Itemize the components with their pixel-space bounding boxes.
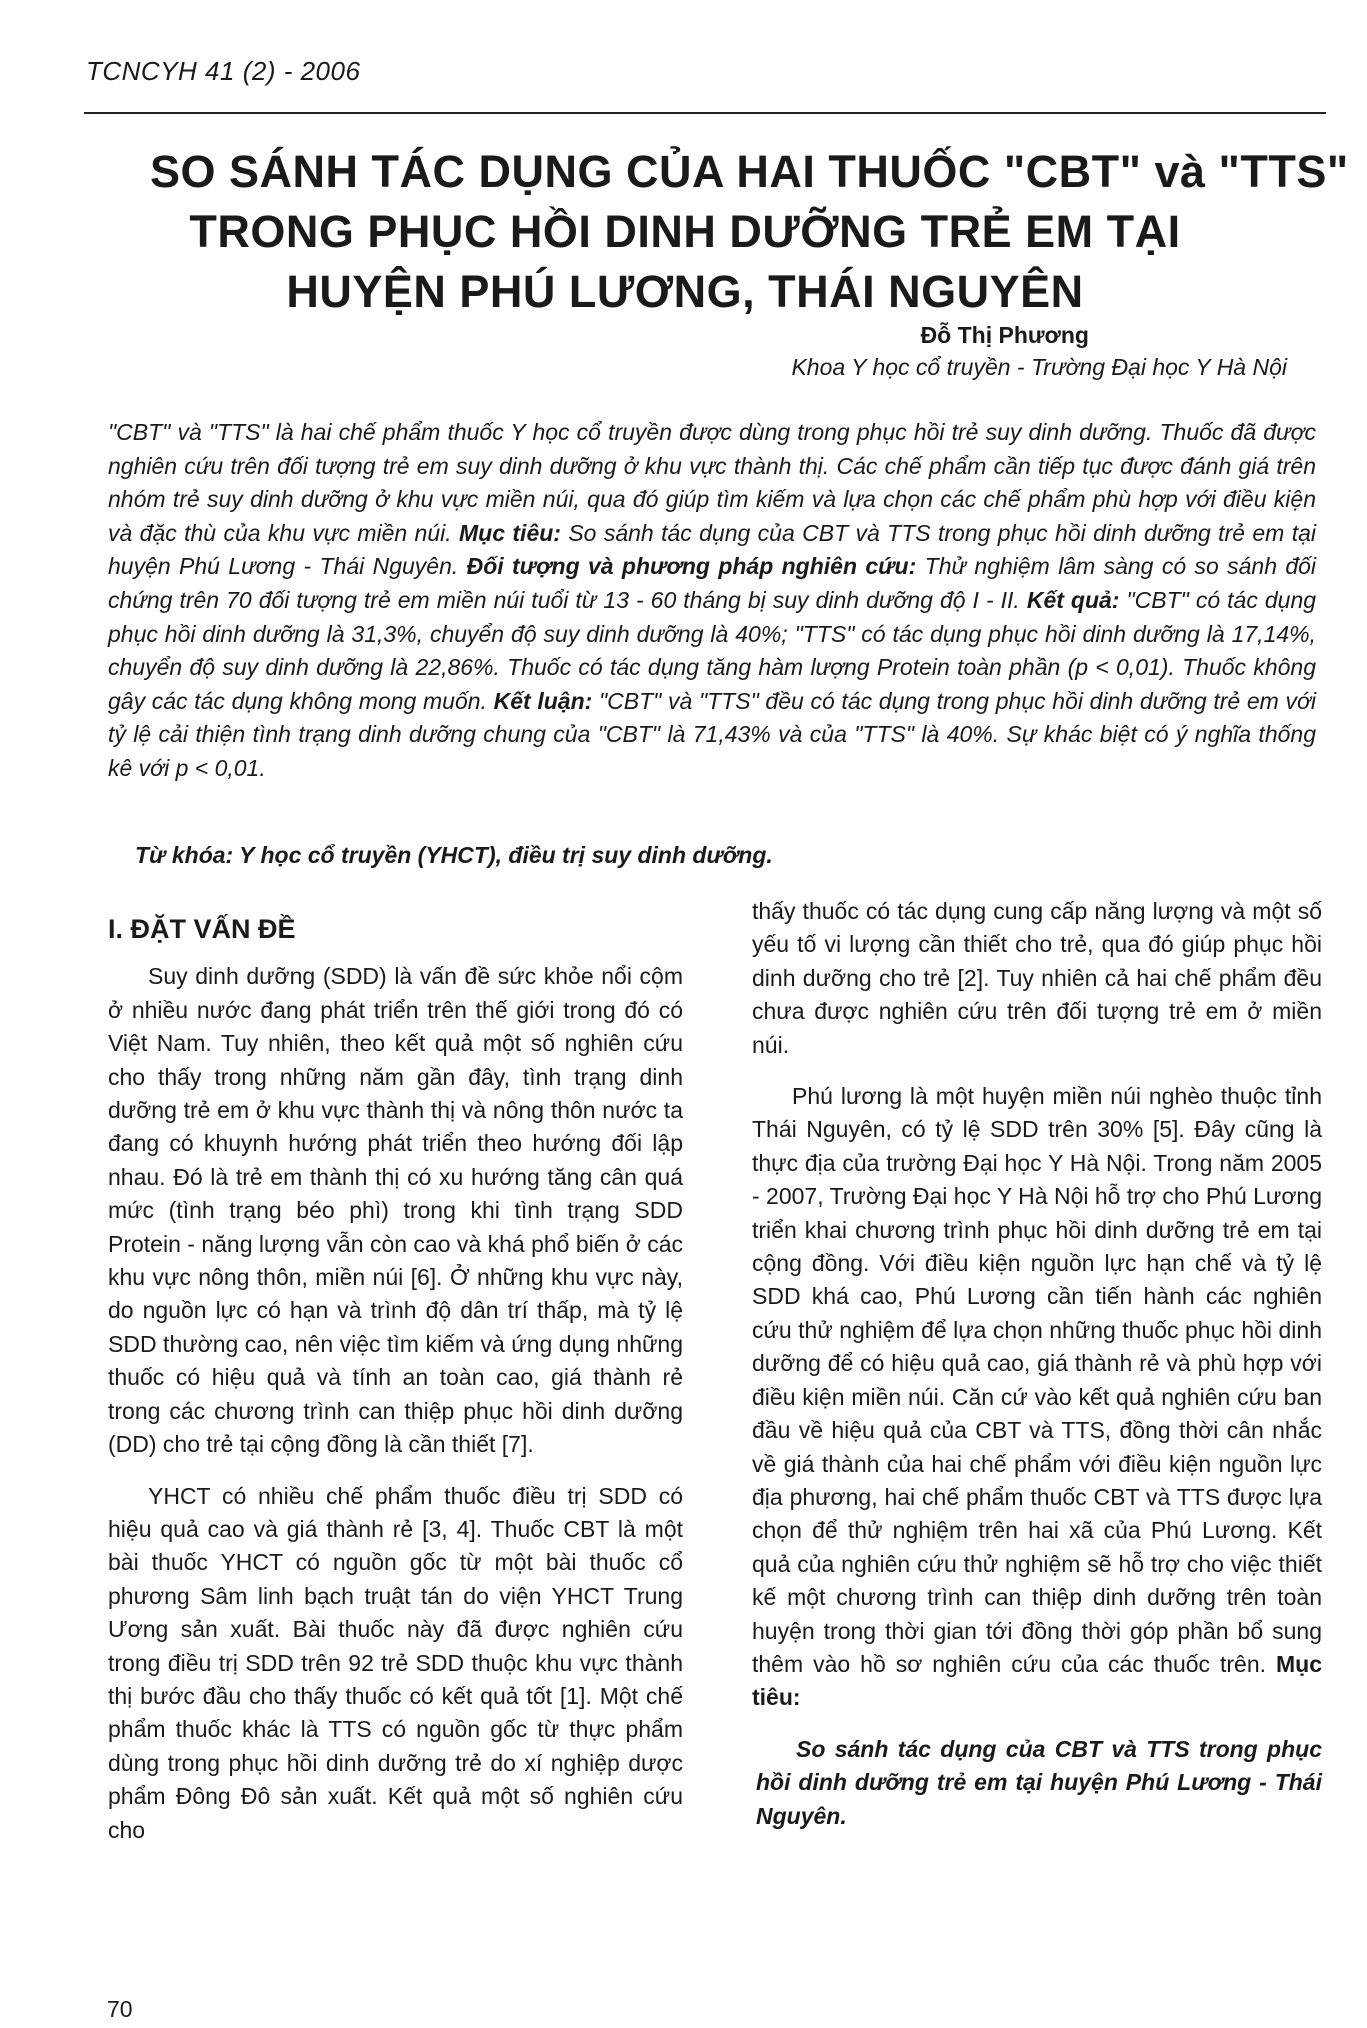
article-title xyxy=(150,142,1349,322)
abstract-methods-label: Đối tượng và phương pháp nghiên cứu: xyxy=(466,553,917,580)
abstract-results-label: Kết quả: xyxy=(1026,586,1120,613)
title-line-1: SO SÁNH TÁC DỤNG CỦA HAI THUỐC "CBT" và "TTS" xyxy=(150,146,1349,197)
abstract-objective: So sánh tác dụng của CBT và TTS trong phục hồi dinh dưỡng trẻ em tại huyện Phú Lương - Thái Nguyên. xyxy=(108,519,1316,580)
body-paragraph: Suy dinh dưỡng (SDD) là vấn đề sức khỏe nổi cộm ở nhiều nước đang phát triển trên thế giới trong đó có Việt Nam. Tuy nhiên, theo kết quả một số nghiên cứu cho thấy trong những năm gần đây, tình trạng dinh dưỡng trẻ em ở khu vực thành thị và nông thôn nước ta đang có khuynh hướng phát triển theo hướng đối lập nhau. Đó là trẻ em thành thị có xu hướng tăng cân quá mức (tình trạng béo phì) trong khi tình trạng SDD Protein - năng lượng vẫn còn cao và khá phổ biến ở các khu vực nông thôn, miền núi [6]. Ở những khu vực này, do nguồn lực có hạn và trình độ dân trí thấp, mà tỷ lệ SDD thường cao, nên việc tìm kiếm và ứng dụng những thuốc có hiệu quả và tính an toàn cao, giá thành rẻ trong các chương trình can thiệp phục hồi dinh dưỡng (DD) cho trẻ tại cộng đồng là cần thiết [7]. xyxy=(108,963,683,1458)
author-name: Đỗ Thị Phương xyxy=(920,322,1089,348)
page-number: 70 xyxy=(107,1996,133,2022)
right-column xyxy=(752,895,1322,1851)
title-line-2: TRONG PHỤC HỒI DINH DƯỠNG TRẺ EM TẠI xyxy=(189,206,1181,257)
abstract xyxy=(108,416,1316,786)
objective-statement: So sánh tác dụng của CBT và TTS trong phục hồi dinh dưỡng trẻ em tại huyện Phú Lương - Thái Nguyên. xyxy=(756,1735,1322,1829)
abstract-results: "CBT" có tác dụng phục hồi dinh dưỡng là 31,3%, chuyển độ suy dinh dưỡng là 40%; "TTS" có tác dụng phục hồi dinh dưỡng là 17,14%, chuyển độ suy dinh dưỡng là 22,86%. Thuốc có tác dụng tăng hàm lượng Protein toàn phần (p < 0,01). Thuốc không gây các tác dụng không mong muốn. xyxy=(108,586,1317,714)
left-column xyxy=(108,895,683,1865)
section-heading: I. ĐẶT VẤN ĐỀ xyxy=(108,914,296,944)
abstract-conclusion-label: Kết luận: xyxy=(493,687,593,714)
abstract-intro: "CBT" và "TTS" là hai chế phẩm thuốc Y học cổ truyền được dùng trong phục hồi trẻ suy dinh dưỡng. Thuốc đã được nghiên cứu trên đối tượng trẻ em suy dinh dưỡng ở khu vực thành thị. Các chế phẩm cần tiếp tục được đánh giá trên nhóm trẻ suy dinh dưỡng ở khu vực miền núi, qua đó giúp tìm kiếm và lựa chọn các chế phẩm phù hợp với điều kiện và đặc thù của khu vực miền núi. xyxy=(108,419,1316,546)
body-paragraph-text: Phú lương là một huyện miền núi nghèo thuộc tỉnh Thái Nguyên, có tỷ lệ SDD trên 30% [5]. Đây cũng là thực địa của trường Đại học Y Hà Nội. Trong năm 2005 - 2007, Trường Đại học Y Hà Nội hỗ trợ cho Phú Lương triển khai chương trình phục hồi dinh dưỡng trẻ em tại cộng đồng. Với điều kiện nguồn lực hạn chế và tỷ lệ SDD khá cao, Phú Lương cần tiến hành các nghiên cứu thử nghiệm để lựa chọn những thuốc phục hồi dinh dưỡng để có hiệu quả cao, giá thành rẻ và phù hợp với điều kiện miền núi. Căn cứ vào kết quả nghiên cứu ban đầu về hiệu quả của CBT và TTS, đồng thời cân nhắc về giá thành của hai chế phẩm với điều kiện nguồn lực địa phương, hai chế phẩm thuốc CBT và TTS được lựa chọn để thử nghiệm trên hai xã của Phú Lương. Kết quả của nghiên cứu thử nghiệm sẽ hỗ trợ cho việc thiết kế một chương trình can thiệp dinh dưỡng trên toàn huyện trong thời gian tới đồng thời góp phần bổ sung thêm vào hồ sơ nghiên cứu của các thuốc trên. xyxy=(752,1083,1322,1677)
abstract-conclusion: "CBT" và "TTS" đều có tác dụng trong phục hồi dinh dưỡng trẻ em với tỷ lệ cải thiện tình trạng dinh dưỡng chung của "CBT" là 71,43% và của "TTS" là 40%. Sự khác biệt có ý nghĩa thống kê với p < 0,01. xyxy=(108,687,1317,781)
body-paragraph: thấy thuốc có tác dụng cung cấp năng lượng và một số yếu tố vi lượng cần thiết cho trẻ, qua đó giúp phục hồi dinh dưỡng cho trẻ [2]. Tuy nhiên cả hai chế phẩm đều chưa được nghiên cứu trên đối tượng trẻ em ở miền núi. xyxy=(752,898,1322,1058)
body-paragraph: YHCT có nhiều chế phẩm thuốc điều trị SDD có hiệu quả cao và giá thành rẻ [3, 4]. Thuốc CBT là một bài thuốc YHCT có nguồn gốc từ một bài thuốc cổ phương Sâm linh bạch truật tán do viện YHCT Trung Ương sản xuất. Bài thuốc này đã được nghiên cứu trong điều trị SDD trên 92 trẻ SDD thuộc khu vực thành thị bước đầu cho thấy thuốc có kết quả tốt [1]. Một chế phẩm thuốc khác là TTS có nguồn gốc từ thực phẩm dùng trong phục hồi dinh dưỡng trẻ do xí nghiệp dược phẩm Đông Đô sản xuất. Kết quả một số nghiên cứu cho xyxy=(108,1482,683,1843)
title-line-3: HUYỆN PHÚ LƯƠNG, THÁI NGUYÊN xyxy=(286,266,1084,317)
objective-label: Mục tiêu: xyxy=(752,1650,1323,1711)
abstract-objective-label: Mục tiêu: xyxy=(459,519,561,546)
keywords: Từ khóa: Y học cổ truyền (YHCT), điều trị suy dinh dưỡng. xyxy=(135,842,773,868)
author-affiliation: Khoa Y học cổ truyền - Trường Đại học Y Hà Nội xyxy=(791,354,1287,380)
abstract-methods: Thử nghiệm lâm sàng có so sánh đối chứng trên 70 đối tượng trẻ em miền núi tuổi từ 13 - 60 tháng bị suy dinh dưỡng độ I - II. xyxy=(108,553,1317,613)
body-paragraph xyxy=(752,1080,1322,1715)
journal-reference: TCNCYH 41 (2) - 2006 xyxy=(86,56,361,86)
header-divider xyxy=(84,112,1326,114)
